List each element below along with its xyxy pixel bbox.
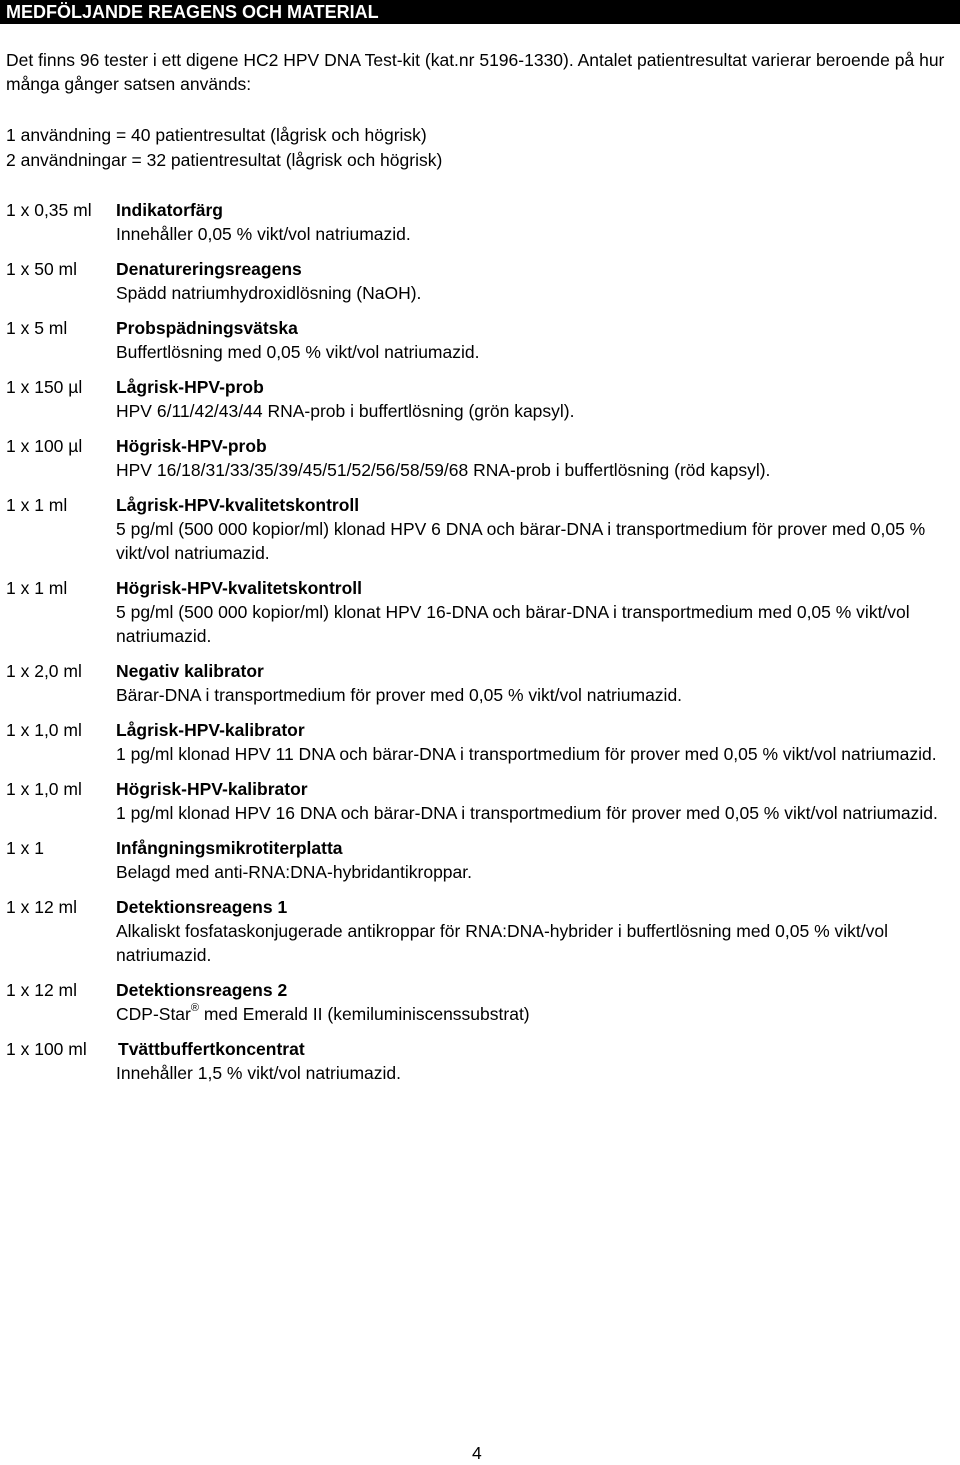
reagent-description: HPV 6/11/42/43/44 RNA-prob i buffertlösning (grön kapsyl). bbox=[116, 401, 575, 421]
reagent-description: 5 pg/ml (500 000 kopior/ml) klonad HPV 6 DNA och bärar-DNA i transportmedium för prover med 0,05 % vikt/vol natriumazid. bbox=[116, 519, 926, 563]
reagent-name: Lågrisk-HPV-kvalitetskontroll bbox=[116, 495, 360, 515]
reagent-description bbox=[116, 1002, 958, 1026]
reagent-item bbox=[6, 316, 958, 364]
reagent-quantity: 1 x 150 µl bbox=[6, 377, 83, 397]
reagent-item bbox=[6, 718, 958, 766]
reagent-name: Denatureringsreagens bbox=[116, 259, 302, 279]
reagent-quantity: 1 x 100 ml bbox=[6, 1039, 87, 1059]
page-number: 4 bbox=[472, 1443, 482, 1463]
reagent-quantity: 1 x 12 ml bbox=[6, 980, 77, 1000]
reagent-name: Högrisk-HPV-kvalitetskontroll bbox=[116, 578, 363, 598]
reagent-item bbox=[6, 493, 958, 565]
reagent-name: Lågrisk-HPV-kalibrator bbox=[116, 720, 305, 740]
section-header: MEDFÖLJANDE REAGENS OCH MATERIAL bbox=[0, 0, 960, 24]
reagent-quantity: 1 x 1,0 ml bbox=[6, 720, 82, 740]
reagent-description: HPV 16/18/31/33/35/39/45/51/52/56/58/59/68 RNA-prob i buffertlösning (röd kapsyl). bbox=[116, 460, 771, 480]
reagent-name: Tvättbuffertkoncentrat bbox=[118, 1039, 305, 1059]
reagent-item bbox=[6, 198, 958, 246]
reagent-quantity: 1 x 0,35 ml bbox=[6, 200, 92, 220]
reagent-description: 1 pg/ml klonad HPV 11 DNA och bärar-DNA i transportmedium för prover med 0,05 % vikt/vol natriumazid. bbox=[116, 744, 937, 764]
reagent-item bbox=[6, 895, 958, 967]
reagent-description: Buffertlösning med 0,05 % vikt/vol natriumazid. bbox=[116, 342, 480, 362]
reagent-quantity: 1 x 2,0 ml bbox=[6, 661, 82, 681]
reagent-item bbox=[6, 777, 958, 825]
reagent-description: Spädd natriumhydroxidlösning (NaOH). bbox=[116, 283, 422, 303]
reagent-description: Innehåller 0,05 % vikt/vol natriumazid. bbox=[116, 224, 411, 244]
reagent-item bbox=[6, 659, 958, 707]
product-name: CDP-Star bbox=[116, 1004, 191, 1024]
reagent-name: Högrisk-HPV-prob bbox=[116, 436, 267, 456]
description-rest: med Emerald II (kemiluminiscenssubstrat) bbox=[198, 1004, 530, 1024]
reagent-quantity: 1 x 1,0 ml bbox=[6, 779, 82, 799]
usage-list bbox=[6, 123, 956, 173]
reagent-description: Bärar-DNA i transportmedium för prover med 0,05 % vikt/vol natriumazid. bbox=[116, 685, 683, 705]
reagent-item bbox=[6, 1037, 958, 1085]
reagent-quantity: 1 x 1 ml bbox=[6, 578, 68, 598]
reagent-name: Detektionsreagens 2 bbox=[116, 980, 288, 1000]
reagent-description: 1 pg/ml klonad HPV 16 DNA och bärar-DNA i transportmedium för prover med 0,05 % vikt/vol natriumazid. bbox=[116, 803, 938, 823]
intro-paragraph: Det finns 96 tester i ett digene HC2 HPV DNA Test-kit (kat.nr 5196-1330). Antalet patientresultat varierar beroende på hur många gånger satsen används: bbox=[6, 50, 945, 94]
reagent-quantity: 1 x 5 ml bbox=[6, 318, 68, 338]
reagent-description: 5 pg/ml (500 000 kopior/ml) klonat HPV 16-DNA och bärar-DNA i transportmedium med 0,05 % vikt/vol natriumazid. bbox=[116, 602, 910, 646]
reagent-name: Infångningsmikrotiterplatta bbox=[116, 838, 343, 858]
reagent-description: Belagd med anti-RNA:DNA-hybridantikroppar. bbox=[116, 862, 472, 882]
reagent-item bbox=[6, 257, 958, 305]
registered-mark: ® bbox=[190, 1002, 199, 1014]
reagent-item bbox=[6, 375, 958, 423]
reagent-name: Detektionsreagens 1 bbox=[116, 897, 288, 917]
reagent-name: Indikatorfärg bbox=[116, 200, 223, 220]
reagent-description: Innehåller 1,5 % vikt/vol natriumazid. bbox=[116, 1063, 401, 1083]
reagent-item bbox=[6, 576, 958, 648]
reagent-quantity: 1 x 100 µl bbox=[6, 436, 83, 456]
reagent-item bbox=[6, 836, 958, 884]
reagent-quantity: 1 x 50 ml bbox=[6, 259, 77, 279]
reagent-name: Lågrisk-HPV-prob bbox=[116, 377, 264, 397]
reagent-quantity: 1 x 12 ml bbox=[6, 897, 77, 917]
reagent-name: Probspädningsvätska bbox=[116, 318, 298, 338]
reagent-name: Högrisk-HPV-kalibrator bbox=[116, 779, 308, 799]
reagent-quantity: 1 x 1 bbox=[6, 838, 44, 858]
reagent-quantity: 1 x 1 ml bbox=[6, 495, 68, 515]
reagent-item bbox=[6, 978, 958, 1026]
usage-line: 2 användningar = 32 patientresultat (lågrisk och högrisk) bbox=[6, 150, 443, 170]
reagent-name: Negativ kalibrator bbox=[116, 661, 264, 681]
reagent-list bbox=[6, 198, 958, 1096]
reagent-item bbox=[6, 434, 958, 482]
usage-line: 1 användning = 40 patientresultat (lågrisk och högrisk) bbox=[6, 125, 427, 145]
reagent-description: Alkaliskt fosfataskonjugerade antikroppar för RNA:DNA-hybrider i buffertlösning med 0,05 % vikt/vol natriumazid. bbox=[116, 921, 888, 965]
